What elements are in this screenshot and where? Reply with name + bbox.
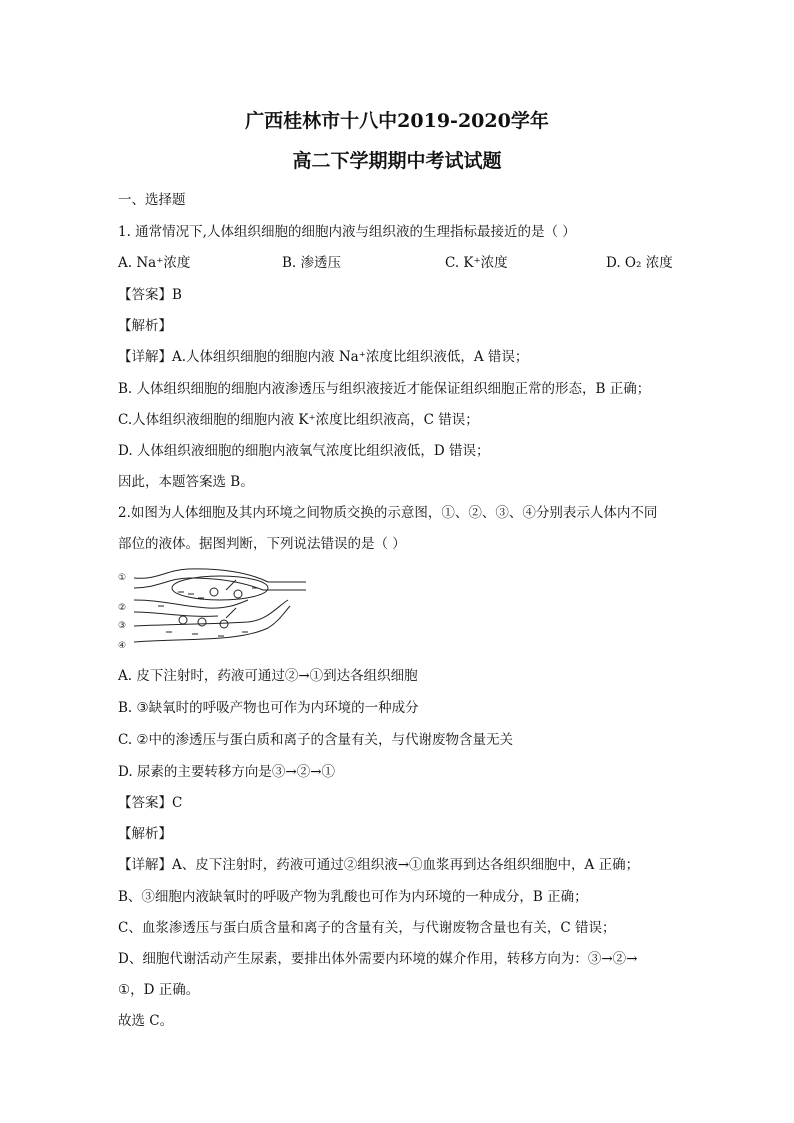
q2-answer: 【答案】C <box>118 795 183 811</box>
q1-answer: 【答案】B <box>118 287 182 303</box>
q2-stem-line: 部位的液体。据图判断，下列说法错误的是（ ） <box>118 536 406 552</box>
figure-label-2: ② <box>118 603 127 613</box>
section-heading: 一、选择题 <box>118 192 186 208</box>
q2-analysis-line: 【详解】A、皮下注射时，药液可通过②组织液→①血浆再到达各组织细胞中，A 正确； <box>118 857 640 873</box>
figure-label-4: ④ <box>118 641 127 651</box>
q1-analysis-line: B. 人体组织细胞的细胞内液渗透压与组织液接近才能保证组织细胞正常的形态，B 正确； <box>118 381 651 397</box>
q2-analysis-line: C、血浆渗透压与蛋白质含量和离子的含量有关，与代谢废物含量也有关，C 错误； <box>118 920 616 936</box>
document-title: 广西桂林市十八中2019-2020学年 <box>245 110 549 132</box>
q1-analysis-label: 【解析】 <box>118 318 172 334</box>
q1-analysis-line: 因此，本题答案选 B。 <box>118 474 254 490</box>
q1-analysis-line: D. 人体组织液细胞的细胞内液氧气浓度比组织液低，D 错误； <box>118 443 490 459</box>
q2-analysis-line: B、③细胞内液缺氧时的呼吸产物为乳酸也可作为内环境的一种成分，B 正确； <box>118 889 588 905</box>
q1-option-a: A. Na⁺浓度 <box>118 255 191 271</box>
q2-analysis-label: 【解析】 <box>118 826 172 842</box>
q1-option-b: B. 渗透压 <box>282 255 342 271</box>
figure-label-3: ③ <box>118 621 127 631</box>
q2-option-a: A. 皮下注射时，药液可通过②→①到达各组织细胞 <box>118 668 418 684</box>
q1-option-c: C. K⁺浓度 <box>445 255 508 271</box>
q1-analysis-line: 【详解】A.人体组织细胞的细胞内液 Na⁺浓度比组织液低，A 错误； <box>118 349 529 365</box>
q1-stem: 1. 通常情况下,人体组织细胞的细胞内液与组织液的生理指标最接近的是（ ） <box>118 224 576 240</box>
q2-option-c: C. ②中的渗透压与蛋白质和离子的含量有关，与代谢废物含量无关 <box>118 732 514 748</box>
q2-option-d: D. 尿素的主要转移方向是③→②→① <box>118 764 336 780</box>
q1-analysis-line: C.人体组织液细胞的细胞内液 K⁺浓度比组织液高，C 错误； <box>118 412 479 428</box>
document-subtitle: 高二下学期期中考试试题 <box>292 150 502 172</box>
q2-analysis-line: D、细胞代谢活动产生尿素，要排出体外需要内环境的媒介作用，转移方向为：③→②→ <box>118 951 638 967</box>
q1-option-d: D. O₂ 浓度 <box>606 255 673 271</box>
q2-stem-line: 2.如图为人体细胞及其内环境之间物质交换的示意图，①、②、③、④分别表示人体内不同 <box>118 505 658 521</box>
q2-option-b: B. ③缺氧时的呼吸产物也可作为内环境的一种成分 <box>118 700 419 716</box>
q2-analysis-line: 故选 C。 <box>118 1013 174 1029</box>
q2-analysis-line: ①，D 正确。 <box>118 982 200 998</box>
tissue-exchange-diagram <box>118 566 310 652</box>
figure-label-1: ① <box>118 573 127 583</box>
